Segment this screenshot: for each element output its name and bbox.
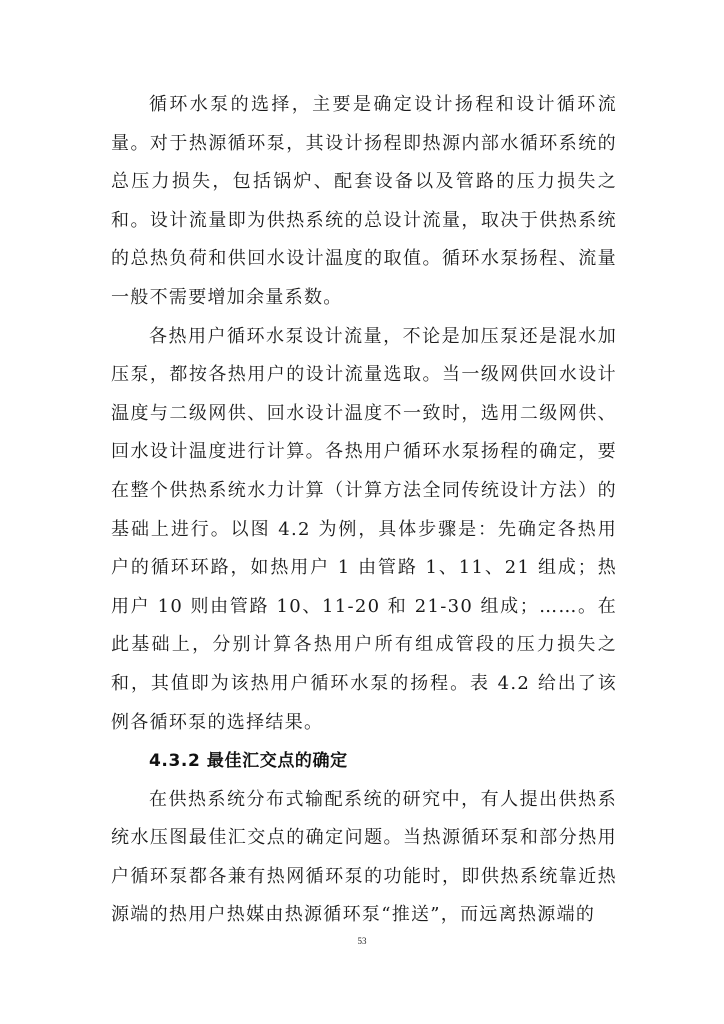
paragraph-pump-selection: 循环水泵的选择，主要是确定设计扬程和设计循环流量。对于热源循环泵，其设计扬程即热源内部水循环系统的总压力损失，包括锅炉、配套设备以及管路的压力损失之和。设计流量即为供热系统的总设计流量，取决于供热系统的总热负荷和供回水设计温度的取值。循环水泵扬程、流量一般不需要增加余量系数。	[111, 94, 617, 308]
section-heading: 4.3.2 最佳汇交点的确定	[149, 751, 348, 772]
paragraph-user-pump-design: 各热用户循环水泵设计流量，不论是加压泵还是混水加压泵，都按各热用户的设计流量选取。当一级网供回水设计温度与二级网供、回水设计温度不一致时，选用二级网供、回水设计温度进行计算。各热用户循环水泵扬程的确定，要在整个供热系统水力计算（计算方法全同传统设计方法）的基础上进行。以图 4.2 为例，具体步骤是：先确定各热用户的循环环路，如热用户 1 由管路 1、11、21 组成；热用户 10 则由管路 10、11-20 和 21-30 组成；……。在此基础上，分别计算各热用户所有组成管段的压力损失之和，其值即为该热用户循环水泵的扬程。表 4.2 给出了该例各循环泵的选择结果。	[111, 325, 617, 733]
body-text	[111, 86, 617, 935]
paragraph-optimal-junction: 在供热系统分布式输配系统的研究中，有人提出供热系统水压图最佳汇交点的确定问题。当热源循环泵和部分热用户循环泵都各兼有热网循环泵的功能时，即供热系统靠近热源端的热用户热媒由热源循环泵“推送”，而远离热源端的	[111, 788, 617, 926]
page-number: 53	[357, 936, 367, 946]
